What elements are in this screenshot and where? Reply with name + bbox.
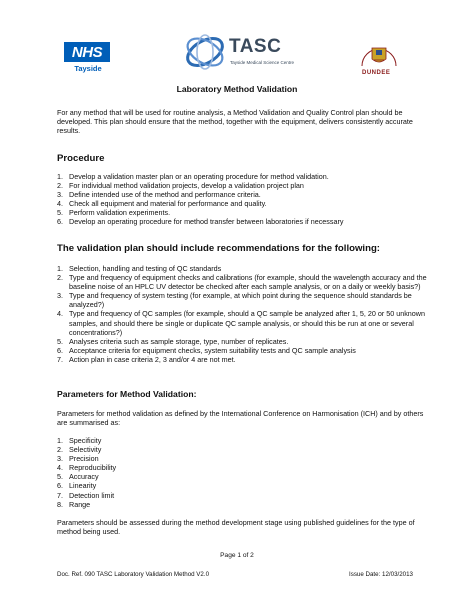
list-item-text: Linearity: [69, 481, 97, 491]
validation-plan-list: [57, 264, 429, 364]
list-item: [57, 291, 429, 309]
list-item-text: Type and frequency of system testing (for example, at which point during the sequence should standards be analyzed?): [69, 291, 412, 310]
list-item-text: Analyses criteria such as sample storage, type, number of replicates.: [69, 336, 289, 346]
issue-date: Issue Date: 12/03/2013: [349, 571, 413, 578]
list-item-text: Check all equipment and material for performance and quality.: [69, 199, 267, 209]
list-item-number: 8.: [57, 499, 63, 509]
list-item-number: 5.: [57, 208, 63, 218]
list-item-text: Type and frequency of equipment checks and calibrations (for example, should the wavelength accuracy and the baseline noise of an HPLC UV detector be checked after each sample analysis, or on a daily or weekly basis?): [69, 273, 427, 292]
list-item-number: 7.: [57, 354, 63, 364]
list-item: [57, 472, 429, 481]
list-item-number: 5.: [57, 336, 63, 346]
list-item-number: 4.: [57, 463, 63, 473]
list-item-text: Develop a validation master plan or an operating procedure for method validation.: [69, 172, 329, 181]
list-item-text: Define intended use of the method and performance criteria.: [69, 190, 261, 200]
intro-paragraph: For any method that will be used for routine analysis, a Method Validation and Quality Control plan should be developed. This plan should ensure that the method, together with the equipment, delivers consistently accurate results.: [57, 108, 413, 135]
dundee-crest-icon: [348, 40, 410, 70]
list-item-text: Accuracy: [69, 472, 99, 482]
list-item-text: Detection limit: [69, 490, 115, 500]
nhs-logo-text: NHS: [64, 42, 110, 62]
list-item-number: 3.: [57, 454, 63, 464]
parameters-intro: Parameters for method validation as defined by the International Conference on Harmonisation (ICH) and by others are summarised as:: [57, 409, 424, 427]
list-item: [57, 172, 429, 181]
list-item: [57, 500, 429, 509]
university-of-dundee-logo: [348, 40, 410, 78]
list-item-number: 3.: [57, 291, 63, 301]
list-item-number: 2.: [57, 445, 63, 455]
list-item: [57, 481, 429, 490]
list-item: [57, 454, 429, 463]
tasc-logo: [183, 30, 323, 74]
list-item: [57, 436, 429, 445]
list-item-number: 1.: [57, 264, 63, 273]
list-item-number: 6.: [57, 481, 63, 491]
list-item: [57, 463, 429, 472]
list-item: [57, 355, 429, 364]
nhs-tayside-logo: [64, 42, 112, 73]
procedure-heading: Procedure: [57, 153, 105, 164]
tasc-logo-subtitle: Tayside Medical Science Centre: [230, 60, 295, 65]
list-item-number: 6.: [57, 217, 63, 227]
list-item-number: 2.: [57, 181, 63, 191]
list-item: [57, 309, 429, 336]
parameters-heading: Parameters for Method Validation:: [57, 389, 197, 399]
list-item-number: 3.: [57, 190, 63, 200]
list-item: [57, 491, 429, 500]
list-item-text: Perform validation experiments.: [69, 208, 171, 218]
list-item: [57, 445, 429, 454]
dundee-logo-text: DUNDEE: [362, 70, 391, 76]
list-item-number: 6.: [57, 345, 63, 355]
list-item-text: Range: [69, 499, 91, 509]
list-item: [57, 208, 429, 217]
list-item-text: Selection, handling and testing of QC standards: [69, 264, 222, 273]
list-item: [57, 217, 429, 226]
list-item-text: For individual method validation projects, develop a validation project plan: [69, 181, 304, 191]
list-item-number: 1.: [57, 436, 63, 445]
page-title: Laboratory Method Validation: [176, 84, 298, 94]
list-item-text: Develop an operating procedure for method transfer between laboratories if necessary: [69, 217, 344, 227]
list-item-text: Reproducibility: [69, 463, 117, 473]
list-item: [57, 273, 429, 291]
list-item-text: Acceptance criteria for equipment checks, system suitability tests and QC sample analysis: [69, 345, 356, 355]
list-item-number: 2.: [57, 273, 63, 283]
list-item: [57, 337, 429, 346]
tasc-logo-text: TASC: [229, 36, 282, 57]
tasc-swirl-icon: [183, 30, 229, 74]
procedure-list: [57, 172, 429, 227]
list-item: [57, 181, 429, 190]
page-number: Page 1 of 2: [220, 552, 254, 559]
list-item-text: Selectivity: [69, 445, 102, 455]
list-item-number: 1.: [57, 172, 63, 181]
validation-plan-heading: The validation plan should include recommendations for the following:: [57, 243, 381, 254]
list-item: [57, 346, 429, 355]
list-item-number: 4.: [57, 199, 63, 209]
list-item-number: 7.: [57, 490, 63, 500]
list-item: [57, 264, 429, 273]
list-item-number: 5.: [57, 472, 63, 482]
list-item-text: Action plan in case criteria 2, 3 and/or 4 are not met.: [69, 354, 236, 364]
list-item: [57, 199, 429, 208]
document-reference: Doc. Ref. 090 TASC Laboratory Validation Method V2.0: [57, 571, 210, 578]
list-item-text: Type and frequency of QC samples (for example, should a QC sample be analyzed after 1, 5, 20 or 50 unknown samples, and should there be single or duplicate QC sample analysis, or should this be run at one or several concentrations?): [69, 309, 425, 337]
list-item-text: Precision: [69, 454, 99, 464]
list-item-text: Specificity: [69, 436, 102, 445]
list-item: [57, 190, 429, 199]
parameters-list: [57, 436, 429, 509]
nhs-logo-subtitle: Tayside: [74, 64, 102, 73]
parameters-closing: Parameters should be assessed during the method development stage using published guidelines for the type of method being used.: [57, 518, 415, 536]
list-item-number: 4.: [57, 309, 63, 319]
